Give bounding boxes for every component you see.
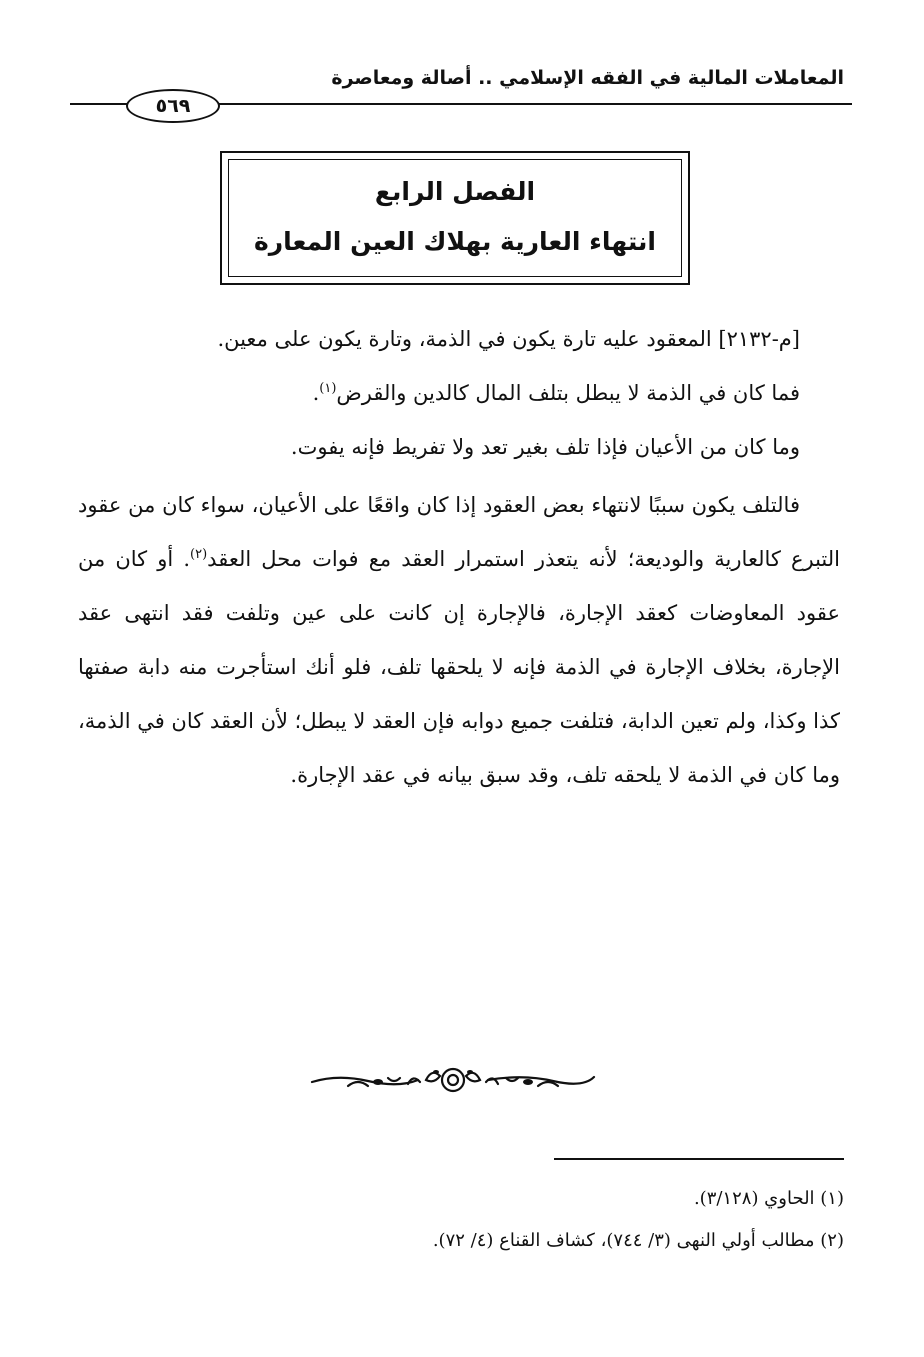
decorative-divider-icon — [308, 1062, 598, 1098]
footnote-2: (٢) مطالب أولي النهى (٣/ ٧٤٤)، كشاف القناع (٤/ ٧٢). — [432, 1230, 844, 1251]
paragraph-2-text: فما كان في الذمة لا يبطل بتلف المال كالدين والقرض — [336, 381, 800, 405]
paragraph-4 — [78, 478, 840, 802]
paragraph-2 — [78, 366, 840, 420]
footnotes — [84, 1178, 844, 1262]
chapter-title-box — [220, 151, 690, 285]
running-header-title: المعاملات المالية في الفقه الإسلامي .. أصالة ومعاصرة — [331, 67, 844, 89]
chapter-label: الفصل الرابع — [374, 177, 536, 206]
footnote-ref-2: (٢) — [190, 547, 208, 562]
page-number: ٥٦٩ — [126, 89, 220, 123]
footnote-ref-1: (١) — [319, 381, 337, 396]
paragraph-1: [م-٢١٣٢] المعقود عليه تارة يكون في الذمة، وتارة يكون على معين. — [217, 327, 800, 351]
footnote-1: (١) الحاوي (٣/١٢٨). — [693, 1188, 844, 1209]
paragraph-2-end: . — [312, 381, 320, 405]
chapter-title: انتهاء العارية بهلاك العين المعارة — [254, 227, 656, 256]
body-text — [78, 312, 840, 802]
paragraph-4-part-a: فالتلف يكون سببًا لانتهاء بعض العقود إذا كان واقعًا على الأعيان، سواء كان من عقود التبرع كالعارية والوديعة؛ لأنه يتعذر استمرار العقد مع فوات محل العقد — [78, 493, 840, 571]
paragraph-4-part-b: . أو كان من عقود المعاوضات كعقد الإجارة، فالإجارة إن كانت على عين وتلفت فقد انتهى عقد الإجارة، بخلاف الإجارة في الذمة فإنه لا يلحقها تلف، فلو أنك استأجرت منه دابة صفتها كذا وكذا، ولم تعين الدابة، فتلفت جميع دوابه فإن العقد لا يبطل؛ لأن العقد كان في الذمة، وما كان في الذمة لا يلحقه تلف، وقد سبق بيانه في عقد الإجارة. — [78, 547, 840, 787]
paragraph-3: وما كان من الأعيان فإذا تلف بغير تعد ولا تفريط فإنه يفوت. — [290, 435, 800, 459]
footnote-rule — [554, 1158, 844, 1160]
